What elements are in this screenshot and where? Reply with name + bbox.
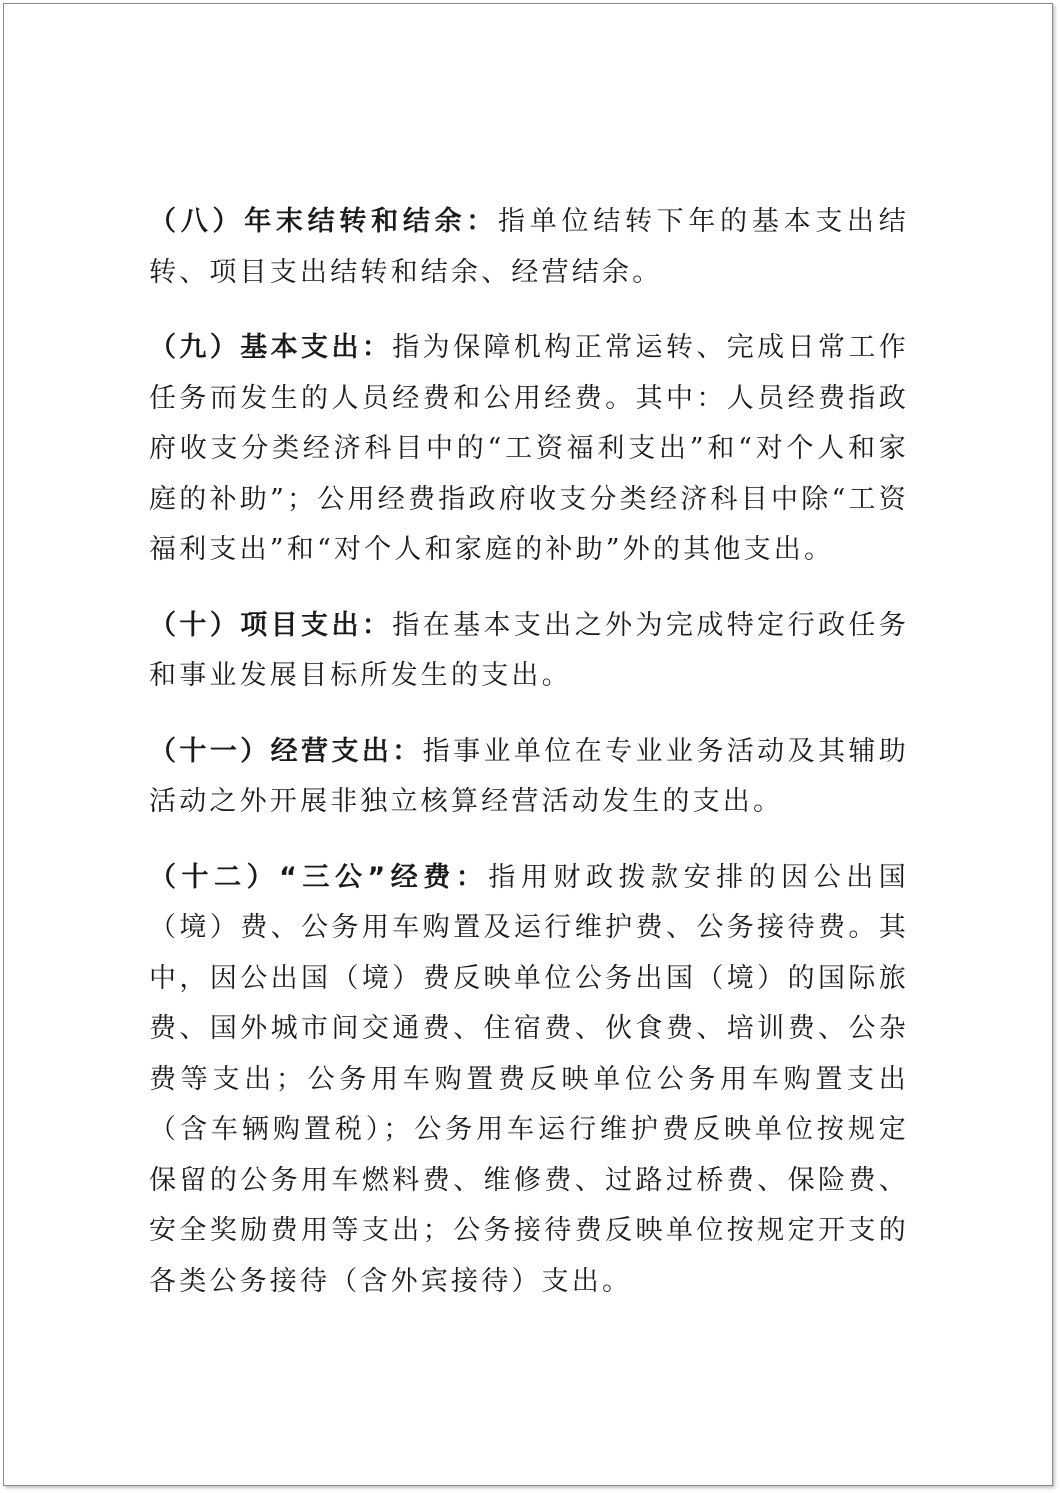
document-body <box>149 197 909 1332</box>
section-basic-expenditure <box>149 323 909 576</box>
section-text: 指为保障机构正常运转、完成日常工作任务而发生的人员经费和公用经费。其中：人员经费指政府收支分类经济科目中的“工资福利支出”和“对个人和家庭的补助”；公用经费指政府收支分类经济科目中除“工资福利支出”和“对个人和家庭的补助”外的其他支出。 <box>149 332 909 565</box>
section-project-expenditure <box>149 601 909 702</box>
section-three-public-expenses <box>149 853 909 1308</box>
section-operating-expenditure <box>149 727 909 828</box>
section-text: 指单位结转下年的基本支出结转、项目支出结转和结余、经营结余。 <box>149 206 909 288</box>
section-text: 指事业单位在专业业务活动及其辅助活动之外开展非独立核算经营活动发生的支出。 <box>149 735 909 817</box>
section-term: （十二）“三公”经费： <box>149 861 489 893</box>
document-page <box>3 3 1053 1486</box>
section-term: （八）年末结转和结余： <box>149 206 499 237</box>
section-text: 指用财政拨款安排的因公出国（境）费、公务用车购置及运行维护费、公务接待费。其中，因公出国（境）费反映单位公务出国（境）的国际旅费、国外城市间交通费、住宿费、伙食费、培训费、公杂费等支出；公务用车购置费反映单位公务用车购置支出（含车辆购置税）；公务用车运行维护费反映单位按规定保留的公务用车燃料费、维修费、过路过桥费、保险费、安全奖励费用等支出；公务接待费反映单位按规定开支的各类公务接待（含外宾接待）支出。 <box>149 861 909 1297</box>
section-term: （九）基本支出： <box>149 332 393 363</box>
section-term: （十）项目支出： <box>149 609 393 641</box>
section-text: 指在基本支出之外为完成特定行政任务和事业发展目标所发生的支出。 <box>149 609 909 691</box>
section-year-end-carryover <box>149 197 909 298</box>
section-term: （十一）经营支出： <box>149 735 423 767</box>
